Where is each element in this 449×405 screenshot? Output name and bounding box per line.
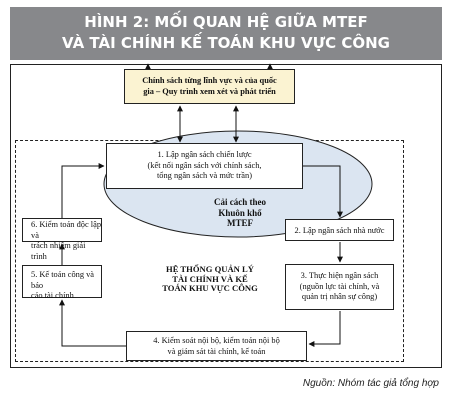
source-note: Nguồn: Nhóm tác giả tổng hợp — [302, 378, 439, 389]
step3-line1: 3. Thực hiện ngân sách — [300, 271, 379, 280]
policy-review-box — [124, 69, 295, 104]
step6-line1: 6. Kiểm toán độc lập và — [31, 220, 102, 240]
policy-review-line2: gia – Quy trình xem xét và phát triển — [143, 86, 276, 96]
step5-public-accounting-box — [22, 265, 102, 298]
reform-line1: Cải cách theo — [214, 197, 266, 207]
step4-internal-control-box — [126, 331, 307, 361]
step2-line1: 2. Lập ngân sách nhà nước — [294, 226, 385, 235]
reform-line3: MTEF — [227, 218, 253, 228]
figure-title-line1: HÌNH 2: MỐI QUAN HỆ GIỮA MTEF — [84, 13, 368, 31]
step1-strategic-budget-box — [106, 143, 303, 189]
step4-line2: và giám sát tài chính, kế toán — [167, 346, 266, 356]
mtef-reform-label — [200, 197, 280, 229]
step5-line2: cáo tài chính — [31, 291, 74, 300]
step6-independent-audit-box — [22, 218, 102, 261]
arrow-box6-to-box1 — [62, 166, 104, 218]
step1-line3: tổng ngân sách và mức trần) — [156, 171, 252, 180]
pfm-system-label — [150, 265, 270, 294]
figure-title-line2: VÀ TÀI CHÍNH KẾ TOÁN KHU VỰC CÔNG — [61, 34, 390, 52]
system-line2: TÀI CHÍNH VÀ KẾ — [172, 273, 248, 284]
reform-line2: Khuôn khổ — [218, 207, 262, 218]
step3-line3: quản trị nhân sự công) — [301, 292, 378, 301]
step5-line1: 5. Kế toán công và báo — [31, 270, 95, 290]
step1-line1: 1. Lập ngân sách chiến lược — [157, 150, 252, 159]
step3-budget-execution-box — [285, 264, 394, 310]
step6-line2: trách nhiệm giải trình — [31, 241, 86, 261]
system-line1: HỆ THỐNG QUẢN LÝ — [166, 264, 254, 274]
system-line3: TOÁN KHU VỰC CÔNG — [162, 283, 258, 293]
arrow-box4-to-box5 — [62, 300, 126, 346]
step3-line2: (nguồn lực tài chính, và — [299, 281, 380, 291]
step4-line1: 4. Kiểm soát nội bộ, kiểm toán nội bộ — [153, 336, 280, 345]
arrow-box3-to-box4 — [309, 311, 340, 344]
step2-state-budget-box — [285, 219, 394, 241]
step1-line2: (kết nối ngân sách với chính sách, — [147, 160, 262, 170]
policy-review-line1: Chính sách từng lĩnh vực và của quốc — [142, 76, 277, 85]
